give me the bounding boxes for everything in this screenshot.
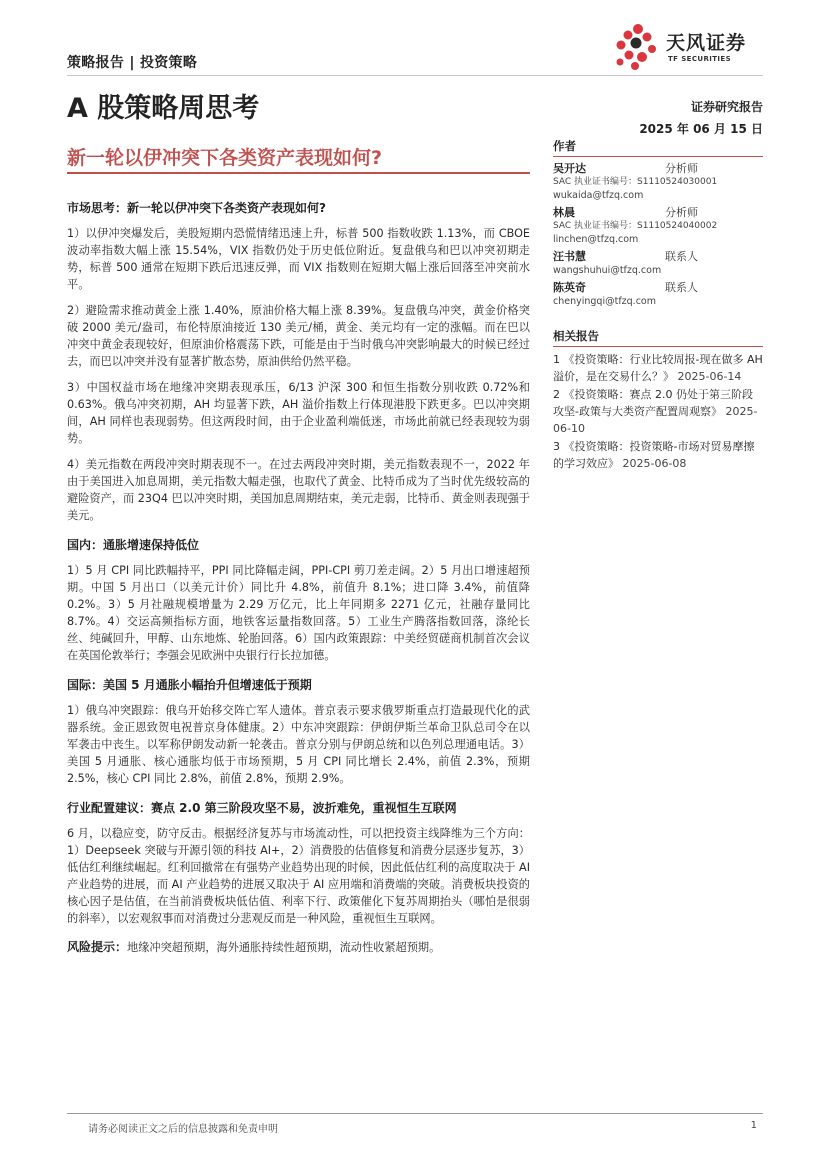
related-report-title: 2 《投资策略：赛点 2.0 仍处于第三阶段攻坚-政策与大类资产配置周观察》: [553, 388, 753, 418]
author-name: 汪书慧: [553, 250, 586, 263]
page-title: A 股策略周思考: [67, 93, 260, 124]
author-entry: [553, 249, 763, 277]
risk-text: 地缘冲突超预期，海外通胀持续性超预期，流动性收紧超预期。: [127, 941, 441, 954]
author-email[interactable]: linchen@tfzq.com: [553, 234, 639, 245]
author-role: 分析师: [665, 206, 698, 219]
subtitle-divider: [67, 172, 530, 174]
report-category: 证券研究报告: [690, 100, 763, 114]
related-report-item[interactable]: [553, 438, 763, 472]
section-heading-market: 市场思考：新一轮以伊冲突下各类资产表现如何?: [67, 201, 326, 215]
related-report-title: 3 《投资策略：投资策略-市场对贸易摩擦的学习效应》: [553, 440, 755, 470]
paragraph: 1）以伊冲突爆发后，美股短期内恐慌情绪迅速上升，标普 500 指数收跌 1.13%，而 CBOE 波动率指数大幅上涨 15.54%，VIX 指数仍处于历史低位附近。复盘俄乌和巴以冲突初期走势，标普 500 通常在短期下跌后迅速反弹，而 VIX 指数则在短期大幅上涨后回落至冲突前水平。: [67, 227, 530, 291]
author-email[interactable]: wukaida@tfzq.com: [553, 190, 644, 201]
company-logo: [608, 20, 768, 72]
report-subtitle: 新一轮以伊冲突下各类资产表现如何?: [67, 147, 383, 169]
author-email[interactable]: chenyingqi@tfzq.com: [553, 296, 656, 307]
logo-english-name: TF SECURITIES: [668, 55, 732, 63]
author-entry: [553, 161, 763, 202]
page-number: 1: [750, 1120, 757, 1131]
paragraph: 2）避险需求推动黄金上涨 1.40%，原油价格大幅上涨 8.39%。复盘俄乌冲突，黄金价格突破 2000 美元/盎司，布伦特原油接近 130 美元/桶，黄金、美元均有一定的涨幅。而在巴以冲突中黄金表现较好，但原油价格震荡下跌，可能是由于当时俄乌冲突影响最大的时候已经过去，而巴以冲突并没有显著扩散态势，原油供给仍然平稳。: [67, 304, 530, 368]
paragraph: 4）美元指数在两段冲突时期表现不一。在过去两段冲突时期，美元指数表现不一，2022 年由于美国进入加息周期，美元指数大幅走强，也取代了黄金、比特币成为了当时优先级较高的避险资产，而 23Q4 巴以冲突时期，美国加息周期结束，美元走弱，比特币、黄金则表现强于美元。: [67, 458, 530, 522]
report-date: 2025 年 06 月 15 日: [639, 122, 763, 136]
author-cert: SAC 执业证书编号：S1110524040002: [553, 221, 718, 231]
risk-warning: [67, 939, 530, 956]
related-reports: [553, 328, 763, 472]
author-role: 分析师: [665, 162, 698, 175]
related-report-title: 1 《投资策略：行业比较周报-现在做多 AH 溢价，是在交易什么？》: [553, 353, 763, 383]
risk-label: 风险提示：: [67, 940, 128, 954]
author-name: 陈英奇: [553, 281, 586, 294]
author-role: 联系人: [665, 281, 698, 294]
paragraph: 1）5 月 CPI 同比跌幅持平，PPI 同比降幅走阔，PPI-CPI 剪刀差走阔。2）5 月出口增速超预期。中国 5 月出口（以美元计价）同比升 4.8%，前值升 8.1%；进口降 3.4%，前值降 0.2%。3）5 月社融规模增量为 2.29 万亿元，比上年同期多 2271 亿元，社融存量同比 8.7%。4）交运高频指标方面，地铁客运量指数回落。5）工业生产腾落指数回落，涤纶长丝、纯碱回升，甲醇、山东地炼、轮胎回落。6）国内政策跟踪：中美经贸磋商机制首次会议在英国伦敦举行；李强会见欧洲中央银行行长拉加德。: [67, 564, 530, 662]
author-email[interactable]: wangshuhui@tfzq.com: [553, 265, 662, 276]
related-report-item[interactable]: [553, 351, 763, 385]
related-report-date: 2025-06-10: [553, 405, 758, 435]
main-content: [67, 199, 530, 956]
footer-divider: [67, 1113, 763, 1114]
paragraph: 1）俄乌冲突跟踪：俄乌开始移交阵亡军人遗体。普京表示要求俄罗斯重点打造最现代化的武器系统。金正恩致贺电祝普京身体健康。2）中东冲突跟踪：伊朗伊斯兰革命卫队总司令在以军袭击中丧生。以军称伊朗发动新一轮袭击。普京分别与伊朗总统和以色列总理通电话。3）美国 5 月通胀、核心通胀均低于市场预期，5 月 CPI 同比增长 2.4%，前值 2.3%，预期 2.5%，核心 CPI 同比 2.8%，前值 2.8%，预期 2.9%。: [67, 704, 530, 785]
author-entry: [553, 280, 763, 308]
footer-disclaimer: 请务必阅读正文之后的信息披露和免责申明: [88, 1124, 278, 1135]
author-name: 吴开达: [553, 162, 586, 175]
logo-mark-icon: [608, 20, 662, 72]
related-report-date: 2025-06-08: [622, 457, 687, 470]
author-cert: SAC 执业证书编号：S1110524030001: [553, 177, 718, 187]
report-type: 策略报告 | 投资策略: [67, 55, 198, 71]
related-report-date: 2025-06-14: [677, 370, 742, 383]
authors-heading: 作者: [553, 138, 763, 157]
sidebar: [553, 138, 763, 473]
section-heading-allocation: 行业配置建议：赛点 2.0 第三阶段攻坚不易，波折难免，重视恒生互联网: [67, 801, 457, 815]
section-heading-domestic: 国内：通胀增速保持低位: [67, 538, 200, 552]
header-divider: [67, 75, 763, 76]
paragraph: 6 月，以稳应变，防守反击。根据经济复苏与市场流动性，可以把投资主线降维为三个方向：1）Deepseek 突破与开源引领的科技 AI+，2）消费股的估值修复和消费分层逐步复苏，3）低估红利继续崛起。红利回撤常在有强势产业趋势出现的时候，因此低估红利的高度取决于 AI 产业趋势的进展，而 AI 产业趋势的进展又取决于 AI 应用端和消费端的突破。消费板块投资的核心因子是估值，在当前消费板块低估值、利率下行、政策催化下复苏周期抬头（哪怕是很弱的斜率），以宏观叙事而对消费过分悲观反而是一种风险，重视恒生互联网。: [67, 827, 530, 925]
logo-chinese-name: 天风证券: [666, 32, 747, 54]
related-heading: 相关报告: [553, 328, 763, 347]
paragraph: 3）中国权益市场在地缘冲突期表现承压，6/13 沪深 300 和恒生指数分别收跌 0.72%和 0.63%。俄乌冲突初期，AH 均显著下跌，AH 溢价指数上行体现港股下跌更多。巴以冲突期间，AH 同样也表现弱势。但这两段时间，由于企业盈利端低迷，市场此前就已经表现较为弱势。: [67, 381, 530, 445]
section-heading-international: 国际：美国 5 月通胀小幅抬升但增速低于预期: [67, 678, 312, 692]
author-entry: [553, 205, 763, 246]
author-name: 林晨: [553, 206, 575, 219]
related-report-item[interactable]: [553, 386, 763, 437]
author-role: 联系人: [665, 250, 698, 263]
